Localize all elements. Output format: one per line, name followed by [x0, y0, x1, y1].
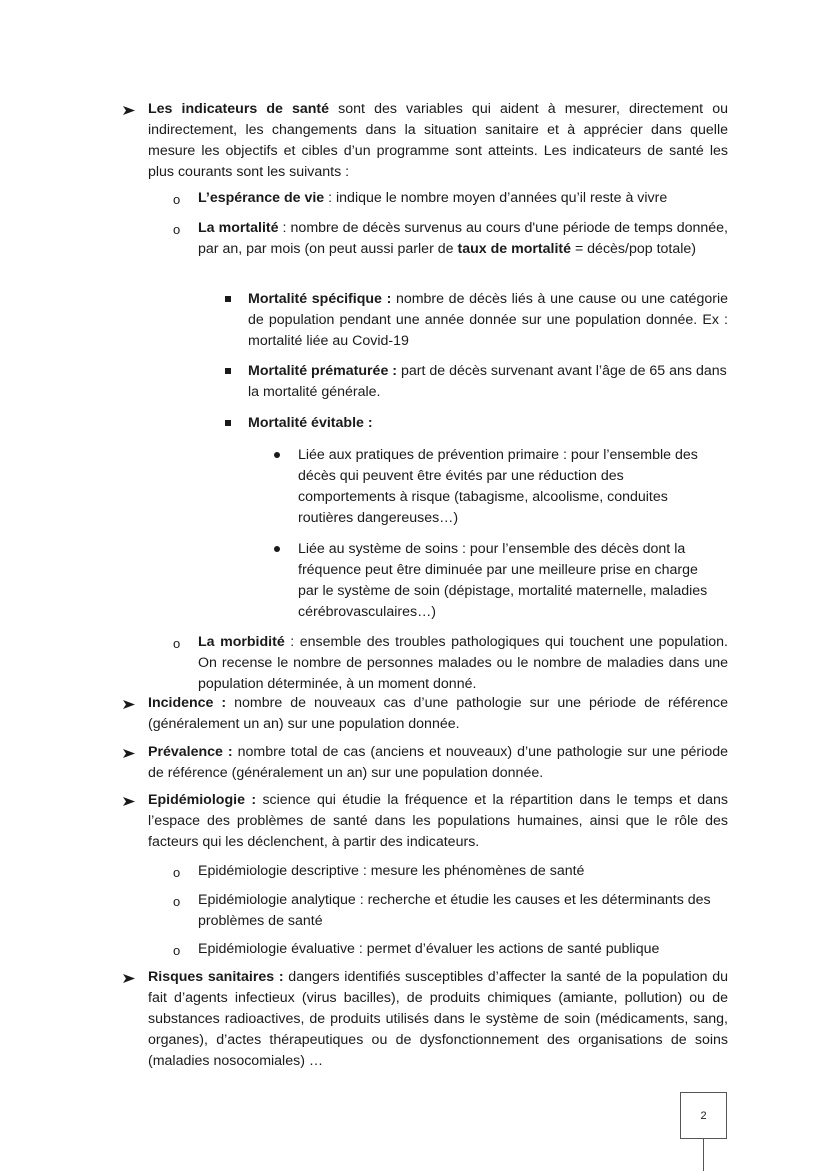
indicateurs-paragraph	[148, 99, 728, 183]
risques-sanitaires-paragraph	[148, 967, 728, 1072]
mortalite-specifique-item	[248, 289, 728, 352]
arrow-bullet-icon	[122, 694, 138, 710]
circle-bullet-icon: o	[173, 222, 181, 237]
mortalite-text-1: : nombre de décès survenus au cours d'une période de temps donnée, par an, par mois (on peut aussi parler de	[198, 220, 728, 257]
epidemiologie-paragraph	[148, 790, 728, 853]
arrow-bullet-icon	[122, 100, 138, 116]
mortalite-prematuree-item	[248, 361, 728, 403]
prevalence-term: Prévalence :	[148, 744, 233, 760]
mortalite-text-2: = décès/pop totale)	[571, 241, 697, 257]
arrow-bullet-icon	[122, 791, 138, 807]
circle-bullet-icon: o	[173, 865, 181, 880]
circle-bullet-icon: o	[173, 943, 181, 958]
epidemiologie-text: science qui étudie la fréquence et la répartition dans le temps et dans l’espace des problèmes de santé dans les populations humaines, ainsi que le rôle des facteurs qui les déclenchent, à partir des indicateurs.	[148, 792, 728, 850]
prevalence-paragraph	[148, 742, 728, 784]
mortalite-term: La mortalité	[198, 220, 279, 236]
taux-mortalite-term: taux de mortalité	[457, 241, 571, 257]
mortalite-specifique-term: Mortalité spécifique :	[248, 291, 392, 307]
circle-bullet-icon: o	[173, 894, 181, 909]
prevalence-text: nombre total de cas (anciens et nouveaux) d’une pathologie sur une période de référence (généralement un an) sur une population donnée.	[148, 744, 728, 781]
risques-sanitaires-term: Risques sanitaires :	[148, 969, 284, 985]
incidence-text: nombre de nouveaux cas d’une pathologie sur une période de référence (généralement un an) sur une population donnée.	[148, 695, 728, 732]
mortalite-prematuree-term: Mortalité prématurée :	[248, 363, 398, 379]
epidemiologie-evaluative-item: Epidémiologie évaluative : permet d’évaluer les actions de santé publique	[198, 941, 660, 957]
square-bullet-icon	[225, 368, 231, 374]
incidence-term: Incidence :	[148, 695, 227, 711]
indicateurs-text: sont des variables qui aident à mesurer, directement ou indirectement, les changements dans la situation sanitaire et à apprécier dans quelle mesure les objectifs et cibles d’un programme sont atteints. Les indicateurs de santé les plus courants sont les suivants :	[148, 101, 728, 180]
morbidite-text: : ensemble des troubles pathologiques qui touchent une population. On recense le nombre de personnes malades ou le nombre de maladies dans une population déterminée, à un moment donné.	[198, 634, 728, 692]
risques-sanitaires-text: dangers identifiés susceptibles d’affecter la santé de la population du fait d’agents infectieux (virus bacilles), de produits chimiques (amiante, pollution) ou de substances radioactives, de produits utilisés dans le système de soin (médicaments, sang, organes), d’actes thérapeutiques ou de dysfonctionnement des organisations de soins (maladies nosocomiales) …	[148, 969, 728, 1069]
mortalite-prematuree-text: part de décès survenant avant l’âge de 65 ans dans la mortalité générale.	[248, 363, 727, 400]
indicateurs-term: Les indicateurs de santé	[148, 101, 330, 117]
evitable-soins-item: Liée au système de soins : pour l’ensemble des décès dont la fréquence peut être diminuée par une meilleure prise en charge par le système de soin (dépistage, mortalité maternelle, maladies cérébrovasculaires…)	[298, 541, 708, 620]
mortalite-evitable-term: Mortalité évitable :	[248, 415, 373, 431]
evitable-prevention-item: Liée aux pratiques de prévention primaire : pour l’ensemble des décès qui peuvent être évités par une réduction des comportements à risque (tabagisme, alcoolisme, conduites routières dangereuses…)	[298, 447, 698, 526]
morbidite-item	[198, 632, 728, 695]
mortalite-evitable-item	[248, 413, 728, 434]
square-bullet-icon	[225, 296, 231, 302]
square-bullet-icon	[225, 420, 231, 426]
esperance-text: : indique le nombre moyen d’années qu’il reste à vivre	[324, 190, 668, 206]
dot-bullet-icon	[274, 452, 280, 458]
epidemiologie-descriptive-item: Epidémiologie descriptive : mesure les phénomènes de santé	[198, 863, 585, 879]
esperance-term: L’espérance de vie	[198, 190, 325, 206]
page-number: 2	[680, 1092, 727, 1139]
arrow-bullet-icon	[122, 968, 138, 984]
mortalite-specifique-text: nombre de décès liés à une cause ou une catégorie de population pendant une année donnée sur une population donnée. Ex : mortalité liée au Covid-19	[248, 291, 728, 349]
arrow-bullet-icon	[122, 743, 138, 759]
epidemiologie-analytique-item: Epidémiologie analytique : recherche et étudie les causes et les déterminants des problèmes de santé	[198, 892, 711, 929]
epidemiologie-term: Epidémiologie :	[148, 792, 257, 808]
page-number-rule	[703, 1139, 704, 1171]
circle-bullet-icon: o	[173, 192, 181, 207]
dot-bullet-icon	[274, 546, 280, 552]
esperance-item	[198, 188, 728, 209]
mortalite-item	[198, 218, 728, 260]
incidence-paragraph	[148, 693, 728, 735]
morbidite-term: La morbidité	[198, 634, 285, 650]
circle-bullet-icon: o	[173, 636, 181, 651]
